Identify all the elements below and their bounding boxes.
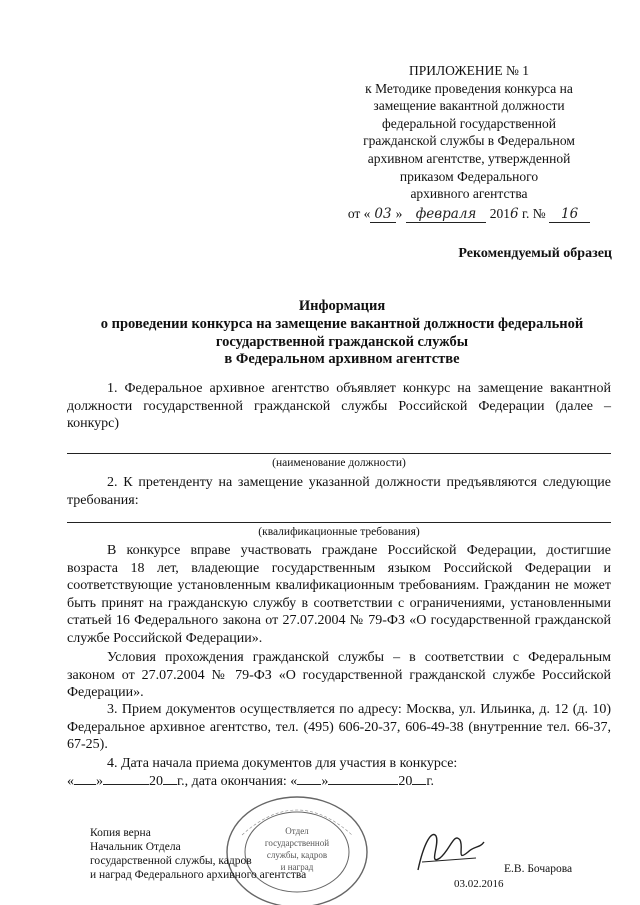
order-day: 03 xyxy=(370,206,395,223)
stamp-line: государственной xyxy=(264,838,330,848)
order-month: февраля xyxy=(406,206,487,223)
requirements-line xyxy=(67,522,611,523)
heading-line: о проведении конкурса на замещение вакантной должности федеральной xyxy=(100,315,584,332)
certification-line: государственной службы, кадров xyxy=(90,855,252,867)
certification-block xyxy=(90,826,306,882)
certification-date: 03.02.2016 xyxy=(454,878,504,890)
position-name-caption: (наименование должности) xyxy=(272,457,406,469)
stamp-line: службы, кадров xyxy=(266,850,328,860)
paragraph-3: В конкурсе вправе участвовать граждане Российской Федерации, достигшие возраста 18 лет, владеющие государственным языком Российской Федерации и соответствующие установленным квалификационным требованиям. Гражданин не может быть принят на гражданскую службу в соответствии с ограничениями, установленными статьей 16 Федерального закона от 27.07.2004 № 79-ФЗ «О государственной гражданской службе Российской Федерации». xyxy=(67,543,611,646)
appendix-line: приказом Федерального xyxy=(399,168,539,184)
start-year-blank xyxy=(163,772,177,785)
appendix-line: к Методике проведения конкурса на xyxy=(365,80,573,96)
application-dates: « » 20 г., дата окончания: « » 20 г. xyxy=(67,774,434,789)
appendix-block xyxy=(330,62,608,223)
heading-line: в Федеральном архивном агентстве xyxy=(224,351,460,368)
appendix-title: ПРИЛОЖЕНИЕ № 1 xyxy=(408,63,530,78)
appendix-line: гражданской службы в Федеральном xyxy=(363,133,575,149)
paragraph-4: Условия прохождения гражданской службы – в соответствии с Федеральным законом от 27.07.2004 № 79-ФЗ «О государственной гражданской службе Российской Федерации». xyxy=(67,650,611,701)
end-day-blank xyxy=(297,772,321,785)
appendix-line: замещение вакантной должности xyxy=(373,98,565,114)
heading-line: государственной гражданской службы xyxy=(215,333,469,350)
end-month-blank xyxy=(328,772,398,785)
signer-name: Е.В. Бочарова xyxy=(504,863,573,875)
start-month-blank xyxy=(103,772,149,785)
handwritten-signature xyxy=(410,822,490,880)
paragraph-6: 4. Дата начала приема документов для участия в конкурсе: xyxy=(107,756,458,771)
heading-title: Информация xyxy=(298,298,386,314)
certification-line: и наград Федерального архивного агентства xyxy=(90,869,307,881)
stamp-line: Отдел xyxy=(285,826,309,836)
recommended-sample-label: Рекомендуемый образец xyxy=(458,246,612,261)
appendix-line: архивном агентстве, утвержденной xyxy=(367,150,571,166)
end-year-blank xyxy=(412,772,426,785)
order-line: от « 03 » февраля 2016 г. № 16 xyxy=(330,205,608,224)
position-name-line xyxy=(67,453,611,454)
requirements-caption: (квалификационные требования) xyxy=(258,526,420,538)
paragraph-5: 3. Прием документов осуществляется по адресу: Москва, ул. Ильинка, д. 12 (д. 10) Федеральное архивное агентство, тел. (495) 606-20-37, 606-49-38 (внутренние тел. 66-37, 67-25). xyxy=(67,702,611,753)
appendix-line: федеральной государственной xyxy=(382,115,556,131)
paragraph-1: 1. Федеральное архивное агентство объявляет конкурс на замещение вакантной должности государственной гражданской службы Российской Федерации (далее – конкурс) xyxy=(67,381,611,432)
order-number: 16 xyxy=(549,206,590,223)
stamp-line: и наград xyxy=(280,862,314,872)
paragraph-2: 2. К претенденту на замещение указанной должности предъявляются следующие требования: xyxy=(67,475,611,508)
start-day-blank xyxy=(74,772,96,785)
document-heading xyxy=(62,298,622,369)
certification-line: Начальник Отдела xyxy=(90,841,181,853)
certification-line: Копия верна xyxy=(90,827,151,839)
order-year-digit: 6 xyxy=(510,205,519,222)
appendix-line: архивного агентства xyxy=(410,186,528,202)
